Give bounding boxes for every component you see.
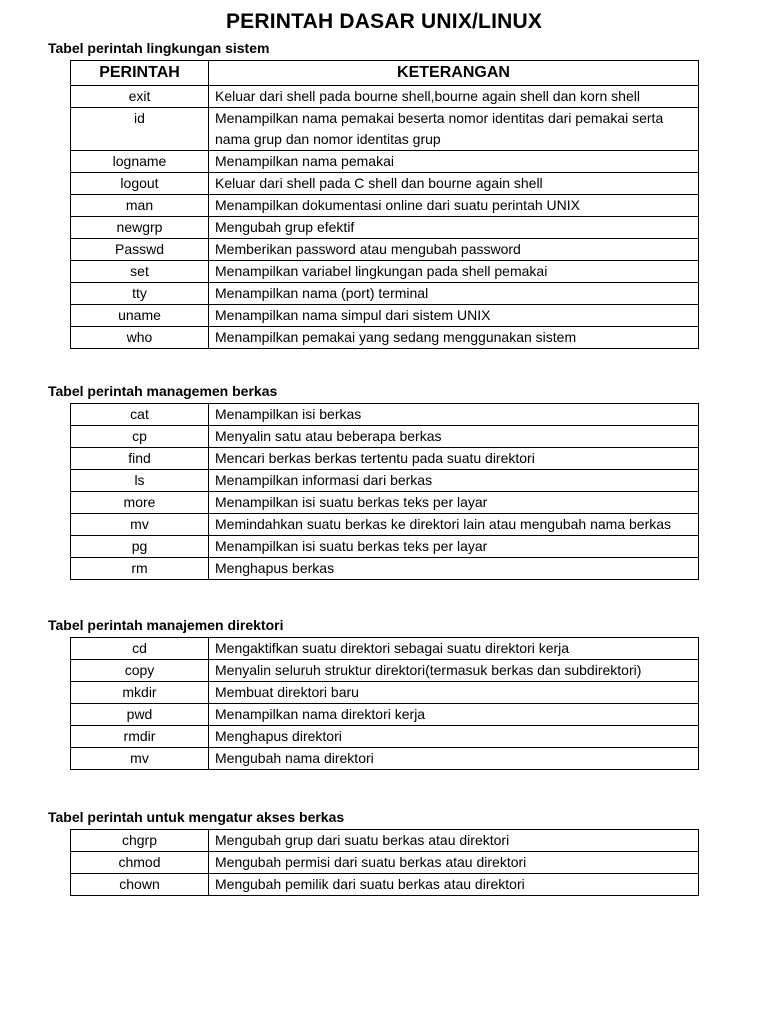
description-cell: Menampilkan dokumentasi online dari suatu perintah UNIX (209, 195, 699, 217)
description-cell: Menghapus berkas (209, 558, 699, 580)
description-cell: Menampilkan informasi dari berkas (209, 470, 699, 492)
description-cell: Menampilkan nama simpul dari sistem UNIX (209, 305, 699, 327)
table-row (71, 558, 699, 580)
description-cell: Menampilkan nama (port) terminal (209, 283, 699, 305)
section-title-akses-berkas: Tabel perintah untuk mengatur akses berkas (48, 809, 345, 825)
table-row (71, 404, 699, 426)
table-row (71, 283, 699, 305)
command-cell: id (71, 108, 209, 151)
command-cell: rm (71, 558, 209, 580)
command-cell: logout (71, 173, 209, 195)
description-cell: Menampilkan isi suatu berkas teks per layar (209, 536, 699, 558)
command-cell: cd (71, 638, 209, 660)
table-lingkungan-sistem (70, 60, 698, 349)
table-row (71, 852, 699, 874)
description-cell: Menyalin satu atau beberapa berkas (209, 426, 699, 448)
description-cell: Mengaktifkan suatu direktori sebagai suatu direktori kerja (209, 638, 699, 660)
command-cell: find (71, 448, 209, 470)
table-row (71, 305, 699, 327)
table-row (71, 830, 699, 852)
table-row (71, 492, 699, 514)
description-cell: Keluar dari shell pada bourne shell,bourne again shell dan korn shell (209, 86, 699, 108)
command-cell: man (71, 195, 209, 217)
command-cell: tty (71, 283, 209, 305)
table-row (71, 682, 699, 704)
command-cell: uname (71, 305, 209, 327)
description-cell: Menampilkan isi berkas (209, 404, 699, 426)
command-cell: more (71, 492, 209, 514)
description-cell: Mengubah pemilik dari suatu berkas atau direktori (209, 874, 699, 896)
table-row (71, 217, 699, 239)
command-cell: set (71, 261, 209, 283)
command-cell: mkdir (71, 682, 209, 704)
command-cell: chown (71, 874, 209, 896)
table-manajemen-direktori (70, 637, 698, 770)
table-row (71, 86, 699, 108)
table-row (71, 448, 699, 470)
section-title-manajemen-berkas: Tabel perintah managemen berkas (48, 383, 278, 399)
description-cell: Menampilkan nama pemakai beserta nomor identitas dari pemakai serta nama grup dan nomor identitas grup (209, 108, 699, 151)
description-cell: Menyalin seluruh struktur direktori(termasuk berkas dan subdirektori) (209, 660, 699, 682)
table-row (71, 327, 699, 349)
table-row (71, 426, 699, 448)
description-cell: Mengubah grup dari suatu berkas atau direktori (209, 830, 699, 852)
description-cell: Memindahkan suatu berkas ke direktori lain atau mengubah nama berkas (209, 514, 699, 536)
command-cell: Passwd (71, 239, 209, 261)
command-cell: mv (71, 514, 209, 536)
description-cell: Menghapus direktori (209, 726, 699, 748)
description-cell: Mengubah nama direktori (209, 748, 699, 770)
command-cell: ls (71, 470, 209, 492)
command-cell: cat (71, 404, 209, 426)
table-row (71, 108, 699, 151)
command-cell: pg (71, 536, 209, 558)
table-akses-berkas (70, 829, 698, 896)
command-cell: logname (71, 151, 209, 173)
table-row (71, 261, 699, 283)
section-title-manajemen-direktori: Tabel perintah manajemen direktori (48, 617, 284, 633)
table-row (71, 514, 699, 536)
command-cell: exit (71, 86, 209, 108)
table-row (71, 874, 699, 896)
table-row (71, 470, 699, 492)
table-row (71, 726, 699, 748)
section-title-lingkungan-sistem: Tabel perintah lingkungan sistem (48, 40, 270, 56)
table-row (71, 638, 699, 660)
description-cell: Mengubah permisi dari suatu berkas atau direktori (209, 852, 699, 874)
description-cell: Menampilkan nama direktori kerja (209, 704, 699, 726)
table-row (71, 239, 699, 261)
command-cell: chgrp (71, 830, 209, 852)
table-manajemen-berkas (70, 403, 698, 580)
description-cell: Mencari berkas berkas tertentu pada suatu direktori (209, 448, 699, 470)
command-cell: cp (71, 426, 209, 448)
description-cell: Menampilkan variabel lingkungan pada shell pemakai (209, 261, 699, 283)
description-cell: Menampilkan nama pemakai (209, 151, 699, 173)
command-cell: newgrp (71, 217, 209, 239)
command-cell: mv (71, 748, 209, 770)
table-row (71, 151, 699, 173)
command-cell: chmod (71, 852, 209, 874)
table-row (71, 173, 699, 195)
description-cell: Menampilkan isi suatu berkas teks per layar (209, 492, 699, 514)
table-row (71, 536, 699, 558)
table-row (71, 660, 699, 682)
page-title: PERINTAH DASAR UNIX/LINUX (225, 10, 543, 33)
table-row (71, 704, 699, 726)
description-cell: Mengubah grup efektif (209, 217, 699, 239)
command-cell: rmdir (71, 726, 209, 748)
table-row (71, 748, 699, 770)
description-cell: Keluar dari shell pada C shell dan bourne again shell (209, 173, 699, 195)
table-row (71, 195, 699, 217)
command-cell: pwd (71, 704, 209, 726)
table-header (71, 61, 699, 86)
description-cell: Membuat direktori baru (209, 682, 699, 704)
header-perintah: PERINTAH (71, 61, 209, 86)
header-keterangan: KETERANGAN (209, 61, 699, 86)
command-cell: copy (71, 660, 209, 682)
description-cell: Memberikan password atau mengubah password (209, 239, 699, 261)
description-cell: Menampilkan pemakai yang sedang menggunakan sistem (209, 327, 699, 349)
command-cell: who (71, 327, 209, 349)
